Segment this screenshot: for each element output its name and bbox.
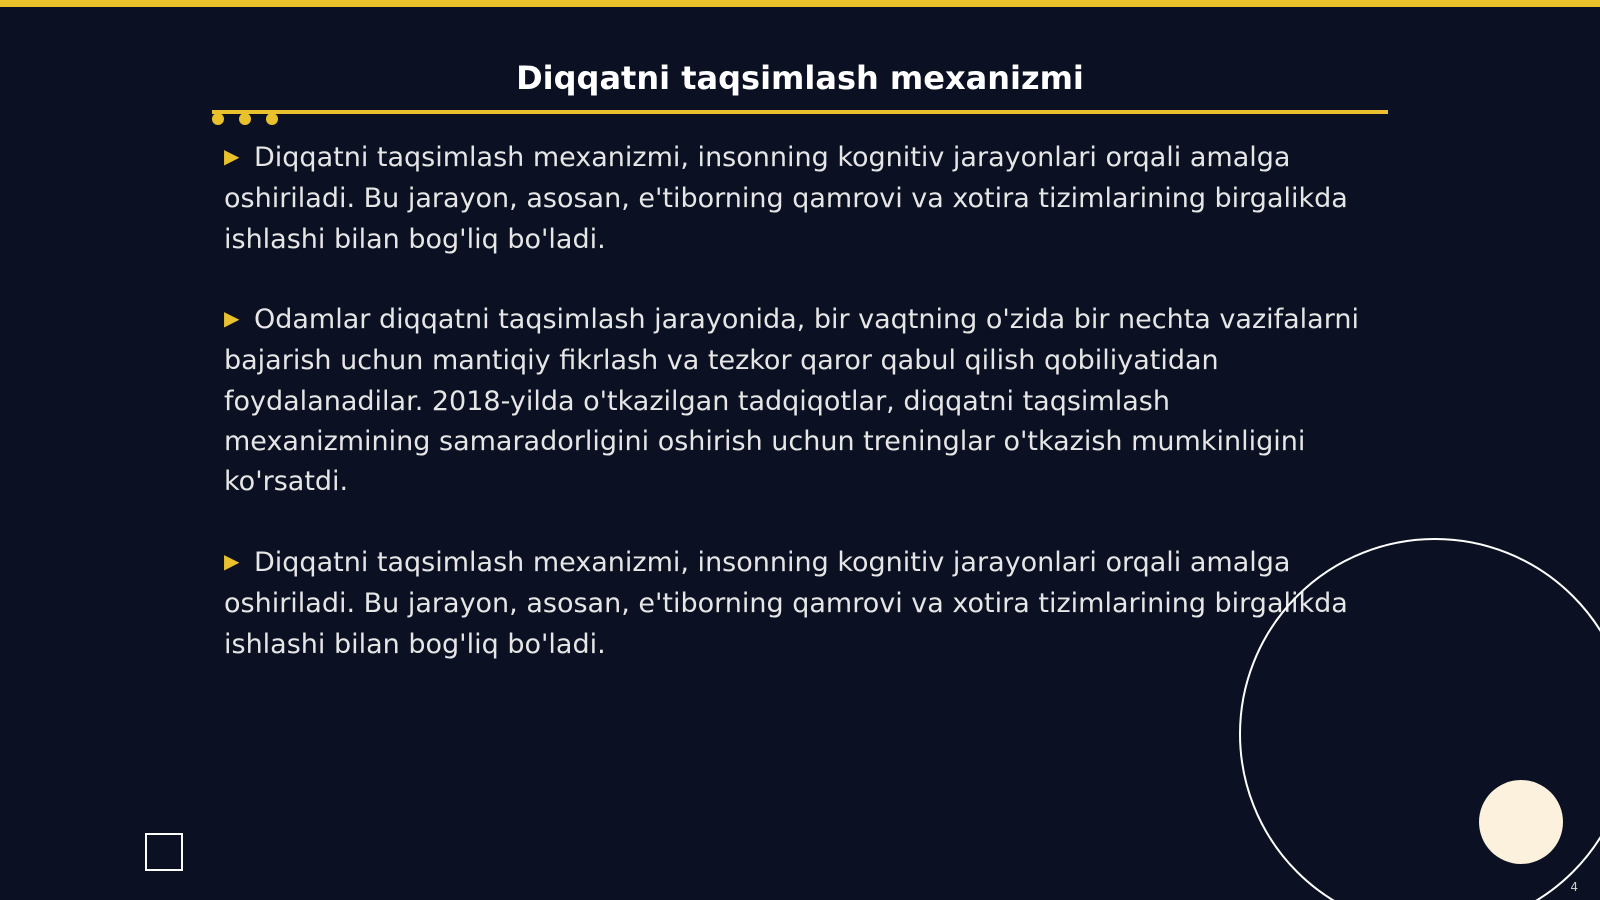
slide-body	[224, 138, 1384, 705]
bullet-paragraph-3	[224, 543, 1384, 665]
title-underline	[212, 110, 1388, 114]
paragraph-text: Odamlar diqqatni taqsimlash jarayonida, bir vaqtning o'zida bir nechta vazifalarni bajarish uchun mantiqiy fikrlash va tezkor qaror qabul qilish qobiliyatidan foydalanadilar. 2018-yilda o'tkazilgan tadqiqotlar, diqqatni taqsimlash mexanizmining samaradorligini oshirish uchun treninglar o'tkazish mumkinligini ko'rsatdi.	[224, 304, 1359, 498]
square-outline-icon	[145, 833, 183, 871]
slide-title: Diqqatni taqsimlash mexanizmi	[516, 59, 1084, 97]
paragraph-text: Diqqatni taqsimlash mexanizmi, insonning kognitiv jarayonlari orqali amalga oshiriladi. Bu jarayon, asosan, e'tiborning qamrovi va xotira tizimlarining birgalikda ishlashi bilan bog'liq bo'ladi.	[224, 546, 1348, 660]
triangle-right-icon: ▶	[224, 548, 240, 573]
page-number: 4	[1570, 880, 1578, 894]
triangle-right-icon: ▶	[224, 144, 240, 168]
decor-circle-filled	[1479, 780, 1563, 864]
paragraph-text: Diqqatni taqsimlash mexanizmi, insonning kognitiv jarayonlari orqali amalga oshiriladi. Bu jarayon, asosan, e'tiborning qamrovi va xotira tizimlarining birgalikda ishlashi bilan bog'liq bo'ladi.	[224, 142, 1348, 255]
triangle-right-icon: ▶	[224, 306, 240, 331]
decor-dot-3	[266, 113, 278, 125]
decor-dot-2	[239, 113, 251, 125]
top-accent-bar	[0, 0, 1600, 7]
bullet-paragraph-1	[224, 138, 1384, 260]
decor-dot-1	[212, 113, 224, 125]
bullet-paragraph-2	[224, 300, 1384, 502]
